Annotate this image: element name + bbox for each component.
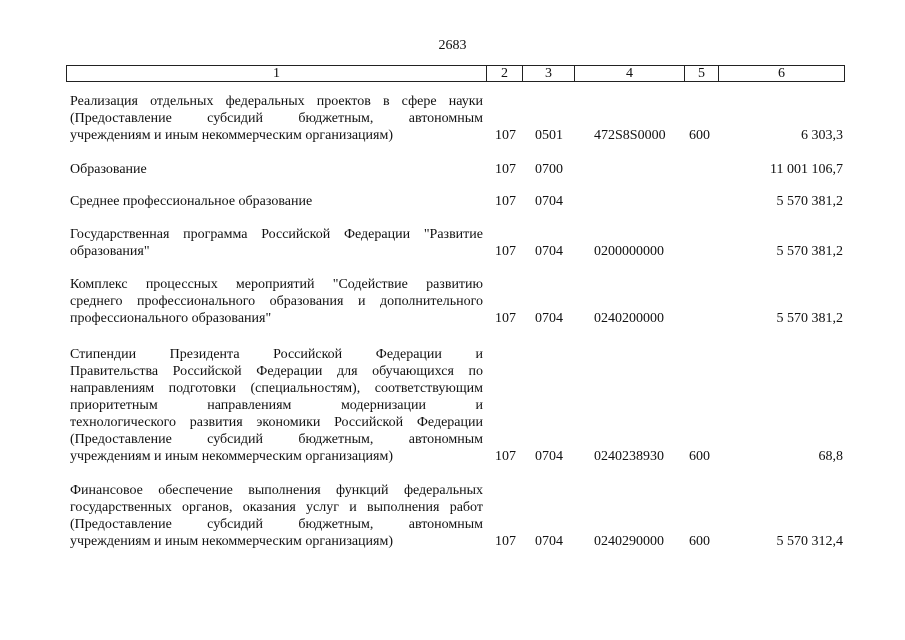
row-description bbox=[70, 93, 483, 144]
expense-type-code: 600 bbox=[689, 534, 710, 549]
section-code: 0704 bbox=[535, 244, 563, 259]
description-line: профессионального образования" bbox=[70, 311, 272, 326]
description-line: (Предоставление субсидий бюджетным, автономным bbox=[70, 111, 483, 126]
description-line: Реализация отдельных федеральных проектов в сфере науки bbox=[70, 94, 483, 109]
description-line: образования" bbox=[70, 244, 150, 259]
target-article-code: 472S8S0000 bbox=[594, 128, 666, 143]
amount: 11 001 106,7 bbox=[770, 162, 843, 177]
column-header-2: 2 bbox=[487, 66, 523, 82]
target-article-code: 0240290000 bbox=[594, 534, 664, 549]
amount: 5 570 381,2 bbox=[776, 311, 843, 326]
amount: 6 303,3 bbox=[801, 128, 843, 143]
description-line: (Предоставление субсидий бюджетным, автономным bbox=[70, 517, 483, 532]
description-line: Правительства Российской Федерации для обучающихся по bbox=[70, 364, 483, 379]
ministry-code: 107 bbox=[495, 162, 516, 177]
ministry-code: 107 bbox=[495, 128, 516, 143]
description-line: Стипендии Президента Российской Федерации и bbox=[70, 347, 483, 362]
amount: 5 570 381,2 bbox=[776, 244, 843, 259]
section-code: 0704 bbox=[535, 534, 563, 549]
amount: 68,8 bbox=[818, 449, 843, 464]
description-line: учреждениям и иным некоммерческим организациям) bbox=[70, 534, 394, 549]
target-article-code: 0240238930 bbox=[594, 449, 664, 464]
row-description bbox=[70, 346, 483, 465]
row-description bbox=[70, 276, 483, 327]
page-number: 2683 bbox=[438, 38, 467, 53]
amount: 5 570 312,4 bbox=[776, 534, 843, 549]
amount: 5 570 381,2 bbox=[776, 194, 843, 209]
ministry-code: 107 bbox=[495, 244, 516, 259]
description-line: Государственная программа Российской Федерации "Развитие bbox=[70, 227, 483, 242]
row-description bbox=[70, 226, 483, 260]
column-header-4: 4 bbox=[575, 66, 685, 82]
row-description bbox=[70, 161, 483, 178]
row-description bbox=[70, 482, 483, 550]
expense-type-code: 600 bbox=[689, 449, 710, 464]
description-line: технологического развития экономики Российской Федерации bbox=[70, 415, 483, 430]
column-header-1: 1 bbox=[67, 66, 487, 82]
section-code: 0700 bbox=[535, 162, 563, 177]
column-header-row bbox=[67, 66, 845, 82]
description-line: приоритетным направлениям модернизации и bbox=[70, 398, 483, 413]
description-line: учреждениям и иным некоммерческим организациям) bbox=[70, 449, 394, 464]
description-line: Образование bbox=[70, 162, 147, 177]
description-line: государственных органов, оказания услуг и выполнения работ bbox=[70, 500, 483, 515]
description-line: направлениям подготовки (специальностям), соответствующим bbox=[70, 381, 483, 396]
description-line: среднего профессионального образования и дополнительного bbox=[70, 294, 483, 309]
column-header-table bbox=[66, 65, 845, 82]
ministry-code: 107 bbox=[495, 534, 516, 549]
description-line: (Предоставление субсидий бюджетным, автономным bbox=[70, 432, 483, 447]
column-header-5: 5 bbox=[685, 66, 719, 82]
row-description bbox=[70, 193, 483, 210]
ministry-code: 107 bbox=[495, 311, 516, 326]
description-line: Финансовое обеспечение выполнения функций федеральных bbox=[70, 483, 483, 498]
section-code: 0501 bbox=[535, 128, 563, 143]
target-article-code: 0200000000 bbox=[594, 244, 664, 259]
description-line: учреждениям и иным некоммерческим организациям) bbox=[70, 128, 394, 143]
ministry-code: 107 bbox=[495, 449, 516, 464]
column-header-6: 6 bbox=[719, 66, 845, 82]
description-line: Среднее профессиональное образование bbox=[70, 194, 313, 209]
expense-type-code: 600 bbox=[689, 128, 710, 143]
description-line: Комплекс процессных мероприятий "Содействие развитию bbox=[70, 277, 483, 292]
section-code: 0704 bbox=[535, 449, 563, 464]
ministry-code: 107 bbox=[495, 194, 516, 209]
section-code: 0704 bbox=[535, 311, 563, 326]
target-article-code: 0240200000 bbox=[594, 311, 664, 326]
section-code: 0704 bbox=[535, 194, 563, 209]
column-header-3: 3 bbox=[523, 66, 575, 82]
